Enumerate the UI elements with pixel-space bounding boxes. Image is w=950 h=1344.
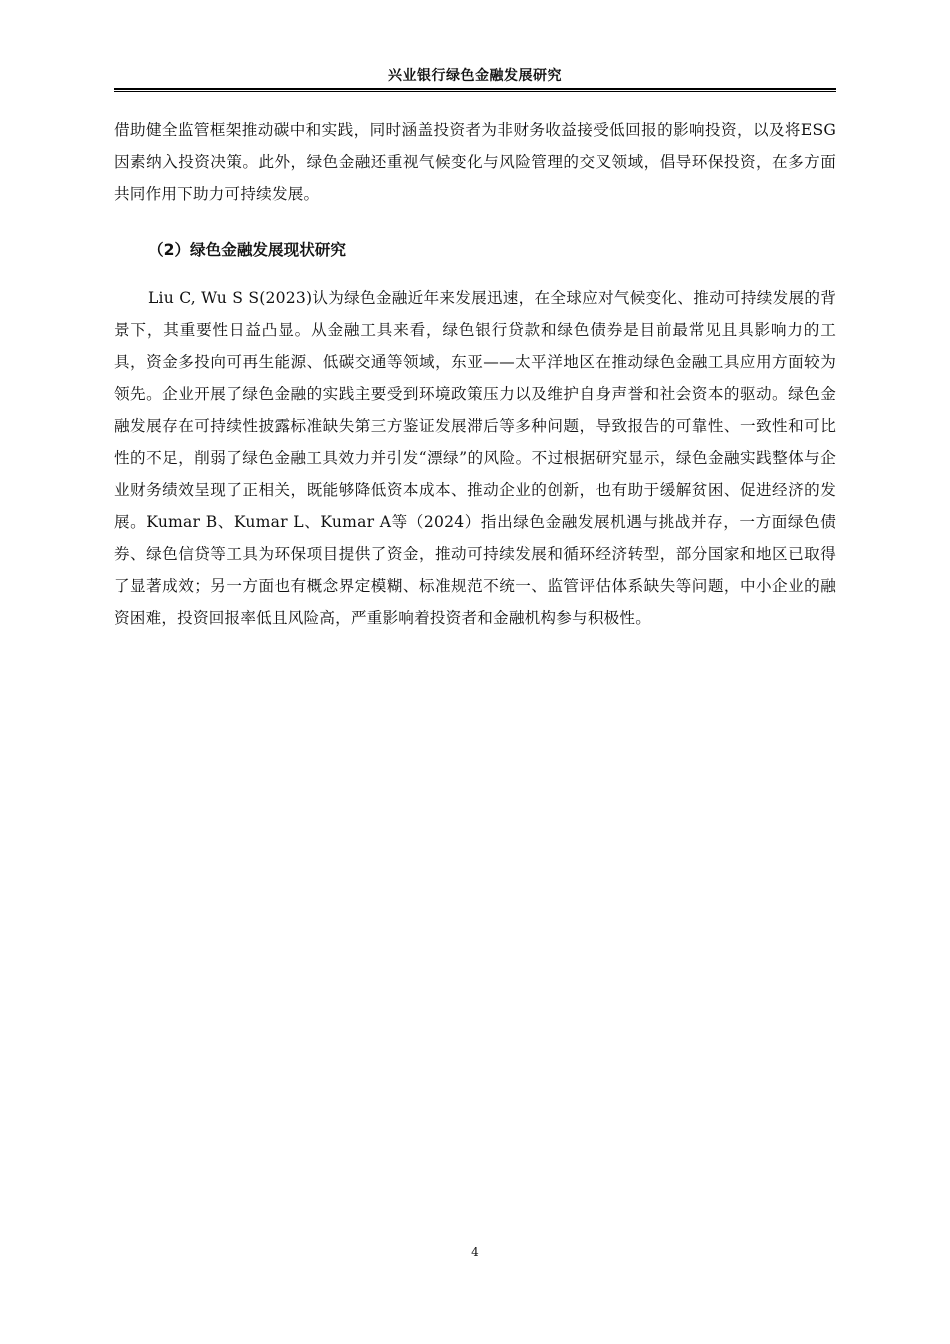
header-rule [114, 88, 836, 92]
running-header-title: 兴业银行绿色金融发展研究 [388, 68, 562, 84]
section-heading: （2）绿色金融发展现状研究 [148, 241, 346, 259]
page-number: 4 [471, 1245, 479, 1259]
body-paragraph-2: Liu C, Wu S S(2023)认为绿色金融近年来发展迅速，在全球应对气候变化、推动可持续发展的背景下，其重要性日益凸显。从金融工具来看，绿色银行贷款和绿色债券是目前最常见且具影响力的工具，资金多投向可再生能源、低碳交通等领域，东亚——太平洋地区在推动绿色金融工具应用方面较为领先。企业开展了绿色金融的实践主要受到环境政策压力以及维护自身声誉和社会资本的驱动。绿色金融发展存在可持续性披露标准缺失第三方鉴证发展滞后等多种问题，导致报告的可靠性、一致性和可比性的不足，削弱了绿色金融工具效力并引发“漂绿”的风险。不过根据研究显示，绿色金融实践整体与企业财务绩效呈现了正相关，既能够降低资本成本、推动企业的创新，也有助于缓解贫困、促进经济的发展。Kumar B、Kumar L、Kumar A等（2024）指出绿色金融发展机遇与挑战并存，一方面绿色债券、绿色信贷等工具为环保项目提供了资金，推动可持续发展和循环经济转型，部分国家和地区已取得了显著成效；另一方面也有概念界定模糊、标准规范不统一、监管评估体系缺失等问题，中小企业的融资困难，投资回报率低且风险高，严重影响着投资者和金融机构参与积极性。 [114, 289, 836, 627]
body-paragraph-1: 借助健全监管框架推动碳中和实践，同时涵盖投资者为非财务收益接受低回报的影响投资，以及将ESG因素纳入投资决策。此外，绿色金融还重视气候变化与风险管理的交叉领域，倡导环保投资，在多方面共同作用下助力可持续发展。 [114, 121, 836, 203]
